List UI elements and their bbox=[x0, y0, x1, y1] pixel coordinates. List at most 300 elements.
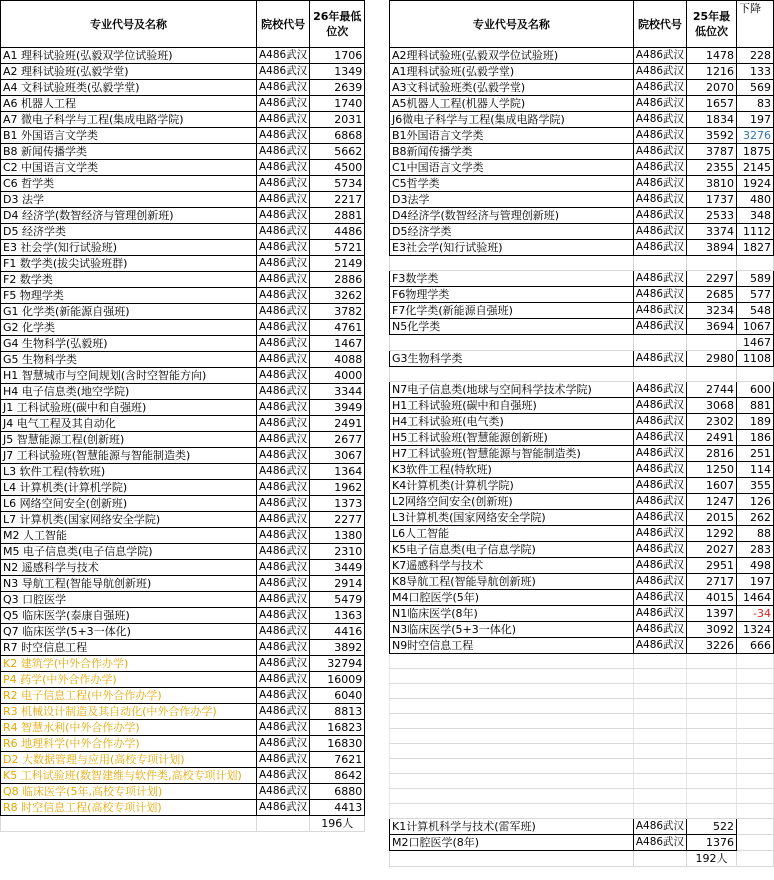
empty-cell bbox=[687, 669, 737, 684]
school-code: A486武汉 bbox=[633, 414, 686, 430]
min-rank: 2217 bbox=[310, 192, 365, 208]
school-code: A486武汉 bbox=[257, 640, 310, 656]
empty-cell bbox=[633, 669, 686, 684]
major-name: E3 社会学(知行试验班) bbox=[1, 240, 257, 256]
right-header-rank: 25年最低位次 bbox=[687, 1, 737, 48]
table-row bbox=[1, 480, 365, 496]
min-rank: 32794 bbox=[310, 656, 365, 672]
table-row bbox=[390, 494, 774, 510]
major-name: K3软件工程(特软班) bbox=[390, 462, 634, 478]
school-code: A486武汉 bbox=[257, 368, 310, 384]
empty-cell bbox=[390, 851, 634, 867]
major-name: N3临床医学(5+3一体化) bbox=[390, 622, 634, 638]
table-row bbox=[390, 462, 774, 478]
table-row bbox=[390, 606, 774, 622]
blank-row bbox=[390, 804, 774, 819]
table-row bbox=[390, 430, 774, 446]
blank-row bbox=[390, 684, 774, 699]
major-name: R2 电子信息工程(中外合作办学) bbox=[1, 688, 257, 704]
table-row bbox=[1, 144, 365, 160]
major-name: D3 法学 bbox=[1, 192, 257, 208]
major-name: R6 地理科学(中外合作办学) bbox=[1, 736, 257, 752]
min-rank: 2277 bbox=[310, 512, 365, 528]
major-name: J1 工科试验班(碳中和自强班) bbox=[1, 400, 257, 416]
min-rank: 4413 bbox=[310, 800, 365, 816]
school-code: A486武汉 bbox=[633, 558, 686, 574]
table-row bbox=[390, 590, 774, 606]
major-name bbox=[390, 367, 634, 382]
rank-drop: 589 bbox=[737, 271, 774, 287]
major-name: D5 经济学类 bbox=[1, 224, 257, 240]
table-row bbox=[1, 80, 365, 96]
min-rank: 3067 bbox=[310, 448, 365, 464]
min-rank: 3787 bbox=[687, 144, 737, 160]
rank-drop: 228 bbox=[737, 48, 774, 64]
table-row bbox=[1, 240, 365, 256]
empty-cell bbox=[633, 789, 686, 804]
empty-cell bbox=[737, 744, 774, 759]
empty-cell bbox=[687, 684, 737, 699]
major-name: A1理科试验班(弘毅学堂) bbox=[390, 64, 634, 80]
left-header-school: 院校代号 bbox=[257, 1, 310, 48]
table-row bbox=[390, 224, 774, 240]
empty-cell bbox=[737, 759, 774, 774]
empty-cell bbox=[390, 759, 634, 774]
min-rank: 7621 bbox=[310, 752, 365, 768]
min-rank: 8642 bbox=[310, 768, 365, 784]
school-code: A486武汉 bbox=[633, 112, 686, 128]
major-name: J7 工科试验班(智慧能源与智能制造类) bbox=[1, 448, 257, 464]
table-row bbox=[1, 688, 365, 704]
right-total-row bbox=[390, 851, 774, 867]
min-rank: 3694 bbox=[687, 319, 737, 335]
major-name: H7工科试验班(智慧能源与智能制造类) bbox=[390, 446, 634, 462]
table-row bbox=[1, 384, 365, 400]
min-rank: 1657 bbox=[687, 96, 737, 112]
rank-drop: 348 bbox=[737, 208, 774, 224]
min-rank: 3068 bbox=[687, 398, 737, 414]
min-rank: 4000 bbox=[310, 368, 365, 384]
major-name: H1工科试验班(碳中和自强班) bbox=[390, 398, 634, 414]
school-code: A486武汉 bbox=[633, 542, 686, 558]
right-header-school: 院校代号 bbox=[633, 1, 686, 48]
table-row bbox=[1, 224, 365, 240]
school-code: A486武汉 bbox=[257, 416, 310, 432]
major-name: H5工科试验班(智慧能源创新班) bbox=[390, 430, 634, 446]
table-row bbox=[1, 576, 365, 592]
major-name: M4口腔医学(5年) bbox=[390, 590, 634, 606]
rank-drop: 1067 bbox=[737, 319, 774, 335]
school-code: A486武汉 bbox=[257, 176, 310, 192]
major-name: C1中国语言文学类 bbox=[390, 160, 634, 176]
school-code: A486武汉 bbox=[633, 526, 686, 542]
table-row bbox=[390, 287, 774, 303]
table-row bbox=[390, 96, 774, 112]
min-rank: 6880 bbox=[310, 784, 365, 800]
table-row bbox=[1, 496, 365, 512]
table-row bbox=[390, 335, 774, 351]
min-rank: 3374 bbox=[687, 224, 737, 240]
major-name: M2口腔医学(8年) bbox=[390, 835, 634, 851]
min-rank: 5721 bbox=[310, 240, 365, 256]
min-rank: 5662 bbox=[310, 144, 365, 160]
min-rank: 3344 bbox=[310, 384, 365, 400]
empty-cell bbox=[687, 654, 737, 669]
table-row bbox=[390, 271, 774, 287]
major-name: C2 中国语言文学类 bbox=[1, 160, 257, 176]
school-code: A486武汉 bbox=[257, 576, 310, 592]
school-code: A486武汉 bbox=[257, 288, 310, 304]
min-rank: 6040 bbox=[310, 688, 365, 704]
min-rank: 4500 bbox=[310, 160, 365, 176]
empty-cell bbox=[737, 654, 774, 669]
major-name: D4经济学(数智经济与管理创新班) bbox=[390, 208, 634, 224]
right-admission-table bbox=[389, 0, 774, 867]
major-name: Q7 临床医学(5+3一体化) bbox=[1, 624, 257, 640]
table-row bbox=[390, 160, 774, 176]
table-row bbox=[1, 800, 365, 816]
min-rank: 3810 bbox=[687, 176, 737, 192]
empty-cell bbox=[687, 699, 737, 714]
school-code: A486武汉 bbox=[633, 64, 686, 80]
min-rank: 2302 bbox=[687, 414, 737, 430]
min-rank: 1292 bbox=[687, 526, 737, 542]
table-row bbox=[390, 240, 774, 256]
min-rank: 3892 bbox=[310, 640, 365, 656]
school-code: A486武汉 bbox=[257, 464, 310, 480]
major-name: F2 数学类 bbox=[1, 272, 257, 288]
major-name: E3社会学(知行试验班) bbox=[390, 240, 634, 256]
major-name: L2网络空间安全(创新班) bbox=[390, 494, 634, 510]
school-code: A486武汉 bbox=[633, 271, 686, 287]
table-row bbox=[1, 128, 365, 144]
major-name: D2 大数据管理与应用(高校专项计划) bbox=[1, 752, 257, 768]
min-rank: 522 bbox=[687, 819, 737, 835]
table-row bbox=[1, 368, 365, 384]
min-rank: 5734 bbox=[310, 176, 365, 192]
min-rank: 3449 bbox=[310, 560, 365, 576]
min-rank: 3092 bbox=[687, 622, 737, 638]
min-rank: 2149 bbox=[310, 256, 365, 272]
major-name: G5 生物科学类 bbox=[1, 352, 257, 368]
school-code: A486武汉 bbox=[633, 510, 686, 526]
major-name: N5化学类 bbox=[390, 319, 634, 335]
school-code: A486武汉 bbox=[633, 224, 686, 240]
table-row bbox=[1, 416, 365, 432]
major-name: G4 生物科学(弘毅班) bbox=[1, 336, 257, 352]
table-row bbox=[390, 574, 774, 590]
major-name: A2 理科试验班(弘毅学堂) bbox=[1, 64, 257, 80]
school-code: A486武汉 bbox=[633, 478, 686, 494]
major-name: F3数学类 bbox=[390, 271, 634, 287]
empty-cell bbox=[633, 714, 686, 729]
min-rank: 2031 bbox=[310, 112, 365, 128]
min-rank: 1349 bbox=[310, 64, 365, 80]
blank-row bbox=[390, 759, 774, 774]
rank-drop: 251 bbox=[737, 446, 774, 462]
min-rank: 4015 bbox=[687, 590, 737, 606]
school-code: A486武汉 bbox=[633, 240, 686, 256]
table-row bbox=[390, 176, 774, 192]
rank-drop: 480 bbox=[737, 192, 774, 208]
rank-drop: 283 bbox=[737, 542, 774, 558]
min-rank: 2980 bbox=[687, 351, 737, 367]
left-header-rank: 26年最低位次 bbox=[310, 1, 365, 48]
school-code: A486武汉 bbox=[633, 494, 686, 510]
major-name: F5 物理学类 bbox=[1, 288, 257, 304]
table-row bbox=[1, 448, 365, 464]
empty-cell bbox=[390, 714, 634, 729]
school-code: A486武汉 bbox=[633, 319, 686, 335]
min-rank: 2491 bbox=[687, 430, 737, 446]
min-rank: 1706 bbox=[310, 48, 365, 64]
major-name: D3法学 bbox=[390, 192, 634, 208]
major-name: F6物理学类 bbox=[390, 287, 634, 303]
empty-cell bbox=[687, 744, 737, 759]
school-code: A486武汉 bbox=[257, 656, 310, 672]
school-code: A486武汉 bbox=[633, 574, 686, 590]
table-row bbox=[1, 112, 365, 128]
table-row bbox=[390, 208, 774, 224]
school-code: A486武汉 bbox=[257, 48, 310, 64]
table-row bbox=[1, 320, 365, 336]
blank-row bbox=[390, 774, 774, 789]
major-name: A6 机器人工程 bbox=[1, 96, 257, 112]
major-name: R3 机械设计制造及其自动化(中外合作办学) bbox=[1, 704, 257, 720]
table-row bbox=[1, 208, 365, 224]
table-row bbox=[390, 558, 774, 574]
empty-cell bbox=[633, 684, 686, 699]
school-code: A486武汉 bbox=[633, 287, 686, 303]
major-name bbox=[390, 335, 634, 351]
min-rank: 2015 bbox=[687, 510, 737, 526]
major-name: G1 化学类(新能源自强班) bbox=[1, 304, 257, 320]
rank-drop: 197 bbox=[737, 574, 774, 590]
min-rank bbox=[687, 335, 737, 351]
table-row bbox=[1, 592, 365, 608]
school-code: A486武汉 bbox=[633, 351, 686, 367]
empty-cell bbox=[687, 774, 737, 789]
school-code: A486武汉 bbox=[633, 606, 686, 622]
school-code: A486武汉 bbox=[633, 48, 686, 64]
table-row bbox=[1, 608, 365, 624]
major-name: F7化学类(新能源自强班) bbox=[390, 303, 634, 319]
table-row bbox=[390, 638, 774, 654]
min-rank: 3592 bbox=[687, 128, 737, 144]
rank-drop: 1924 bbox=[737, 176, 774, 192]
table-row bbox=[390, 622, 774, 638]
left-header-row bbox=[1, 1, 365, 48]
school-code: A486武汉 bbox=[633, 208, 686, 224]
table-row bbox=[1, 48, 365, 64]
major-name: F1 数学类(拔尖试验班群) bbox=[1, 256, 257, 272]
blank-row bbox=[390, 744, 774, 759]
rank-drop: -34 bbox=[737, 606, 774, 622]
school-code: A486武汉 bbox=[257, 528, 310, 544]
min-rank: 2717 bbox=[687, 574, 737, 590]
major-name: N7电子信息类(地球与空间科学技术学院) bbox=[390, 382, 634, 398]
empty-cell bbox=[737, 804, 774, 819]
min-rank: 2951 bbox=[687, 558, 737, 574]
school-code bbox=[633, 256, 686, 271]
major-name: A2理科试验班(弘毅双学位试验班) bbox=[390, 48, 634, 64]
rank-drop: 197 bbox=[737, 112, 774, 128]
school-code: A486武汉 bbox=[257, 224, 310, 240]
empty-cell bbox=[390, 654, 634, 669]
school-code: A486武汉 bbox=[257, 624, 310, 640]
school-code: A486武汉 bbox=[633, 835, 686, 851]
table-row bbox=[390, 398, 774, 414]
school-code: A486武汉 bbox=[257, 736, 310, 752]
rank-drop: 1324 bbox=[737, 622, 774, 638]
min-rank: 2744 bbox=[687, 382, 737, 398]
rank-drop: 1464 bbox=[737, 590, 774, 606]
school-code bbox=[633, 335, 686, 351]
min-rank: 1962 bbox=[310, 480, 365, 496]
empty-cell bbox=[687, 729, 737, 744]
school-code: A486武汉 bbox=[257, 496, 310, 512]
table-row bbox=[1, 720, 365, 736]
table-row bbox=[390, 510, 774, 526]
left-header-name: 专业代号及名称 bbox=[1, 1, 257, 48]
empty-cell bbox=[390, 804, 634, 819]
table-row bbox=[1, 192, 365, 208]
rank-drop: 88 bbox=[737, 526, 774, 542]
table-row bbox=[1, 352, 365, 368]
empty-cell bbox=[737, 835, 774, 851]
right-header-name: 专业代号及名称 bbox=[390, 1, 634, 48]
school-code: A486武汉 bbox=[633, 128, 686, 144]
empty-cell bbox=[633, 654, 686, 669]
major-name: N2 遥感科学与技术 bbox=[1, 560, 257, 576]
table-row bbox=[390, 382, 774, 398]
min-rank: 2027 bbox=[687, 542, 737, 558]
school-code: A486武汉 bbox=[633, 398, 686, 414]
school-code: A486武汉 bbox=[257, 400, 310, 416]
table-row bbox=[1, 640, 365, 656]
school-code: A486武汉 bbox=[633, 192, 686, 208]
major-name: C5哲学类 bbox=[390, 176, 634, 192]
school-code: A486武汉 bbox=[257, 128, 310, 144]
table-row bbox=[1, 624, 365, 640]
school-code: A486武汉 bbox=[257, 96, 310, 112]
school-code: A486武汉 bbox=[257, 192, 310, 208]
school-code: A486武汉 bbox=[257, 560, 310, 576]
school-code: A486武汉 bbox=[257, 784, 310, 800]
table-row bbox=[390, 526, 774, 542]
table-row bbox=[390, 414, 774, 430]
school-code: A486武汉 bbox=[257, 704, 310, 720]
school-code: A486武汉 bbox=[257, 672, 310, 688]
min-rank: 1363 bbox=[310, 608, 365, 624]
table-row bbox=[390, 367, 774, 382]
min-rank: 1376 bbox=[687, 835, 737, 851]
min-rank: 3782 bbox=[310, 304, 365, 320]
table-row bbox=[1, 288, 365, 304]
major-name: N3 导航工程(智能导航创新班) bbox=[1, 576, 257, 592]
rank-drop: 1467 bbox=[737, 335, 774, 351]
school-code: A486武汉 bbox=[633, 96, 686, 112]
school-code: A486武汉 bbox=[257, 720, 310, 736]
school-code: A486武汉 bbox=[257, 432, 310, 448]
blank-row bbox=[390, 699, 774, 714]
table-row bbox=[1, 400, 365, 416]
major-name: K1计算机科学与技术(雷军班) bbox=[390, 819, 634, 835]
min-rank: 2297 bbox=[687, 271, 737, 287]
table-row bbox=[1, 752, 365, 768]
school-code: A486武汉 bbox=[257, 112, 310, 128]
school-code: A486武汉 bbox=[633, 819, 686, 835]
min-rank: 1478 bbox=[687, 48, 737, 64]
rank-drop: 666 bbox=[737, 638, 774, 654]
min-rank bbox=[687, 256, 737, 271]
rank-drop: 881 bbox=[737, 398, 774, 414]
table-row bbox=[1, 64, 365, 80]
empty-cell bbox=[633, 699, 686, 714]
school-code: A486武汉 bbox=[633, 430, 686, 446]
table-row bbox=[390, 128, 774, 144]
min-rank: 2816 bbox=[687, 446, 737, 462]
table-row bbox=[390, 80, 774, 96]
table-row bbox=[1, 704, 365, 720]
table-row bbox=[1, 768, 365, 784]
rank-drop: 3276 bbox=[737, 128, 774, 144]
major-name: R4 智慧水利(中外合作办学) bbox=[1, 720, 257, 736]
rank-drop: 126 bbox=[737, 494, 774, 510]
empty-cell bbox=[737, 729, 774, 744]
major-name: B1外国语言文学类 bbox=[390, 128, 634, 144]
rank-drop: 600 bbox=[737, 382, 774, 398]
major-name: B8 新闻传播学类 bbox=[1, 144, 257, 160]
major-name: H4工科试验班(电气类) bbox=[390, 414, 634, 430]
table-row bbox=[1, 656, 365, 672]
major-name: Q5 临床医学(泰康自强班) bbox=[1, 608, 257, 624]
school-code: A486武汉 bbox=[633, 638, 686, 654]
major-name: K7遥感科学与技术 bbox=[390, 558, 634, 574]
school-code: A486武汉 bbox=[257, 352, 310, 368]
major-name: G3生物科学类 bbox=[390, 351, 634, 367]
min-rank: 2881 bbox=[310, 208, 365, 224]
min-rank: 3226 bbox=[687, 638, 737, 654]
major-name: A7 微电子科学与工程(集成电路学院) bbox=[1, 112, 257, 128]
rank-drop: 1108 bbox=[737, 351, 774, 367]
school-code: A486武汉 bbox=[257, 384, 310, 400]
rank-drop: 1112 bbox=[737, 224, 774, 240]
right-header-drop: 下降 bbox=[737, 1, 774, 48]
min-rank: 1373 bbox=[310, 496, 365, 512]
rank-drop: 569 bbox=[737, 80, 774, 96]
empty-cell bbox=[737, 699, 774, 714]
table-row bbox=[1, 544, 365, 560]
table-row bbox=[1, 736, 365, 752]
major-name: Q3 口腔医学 bbox=[1, 592, 257, 608]
major-name: P4 药学(中外合作办学) bbox=[1, 672, 257, 688]
table-row bbox=[390, 542, 774, 558]
major-name: R7 时空信息工程 bbox=[1, 640, 257, 656]
school-code: A486武汉 bbox=[633, 622, 686, 638]
blank-row bbox=[390, 654, 774, 669]
empty-cell bbox=[390, 669, 634, 684]
school-code: A486武汉 bbox=[633, 144, 686, 160]
major-name: B1 外国语言文学类 bbox=[1, 128, 257, 144]
rank-drop: 548 bbox=[737, 303, 774, 319]
rank-drop: 262 bbox=[737, 510, 774, 526]
table-row bbox=[390, 835, 774, 851]
school-code: A486武汉 bbox=[633, 303, 686, 319]
school-code: A486武汉 bbox=[257, 768, 310, 784]
major-name: J4 电气工程及其自动化 bbox=[1, 416, 257, 432]
empty-cell bbox=[737, 819, 774, 835]
